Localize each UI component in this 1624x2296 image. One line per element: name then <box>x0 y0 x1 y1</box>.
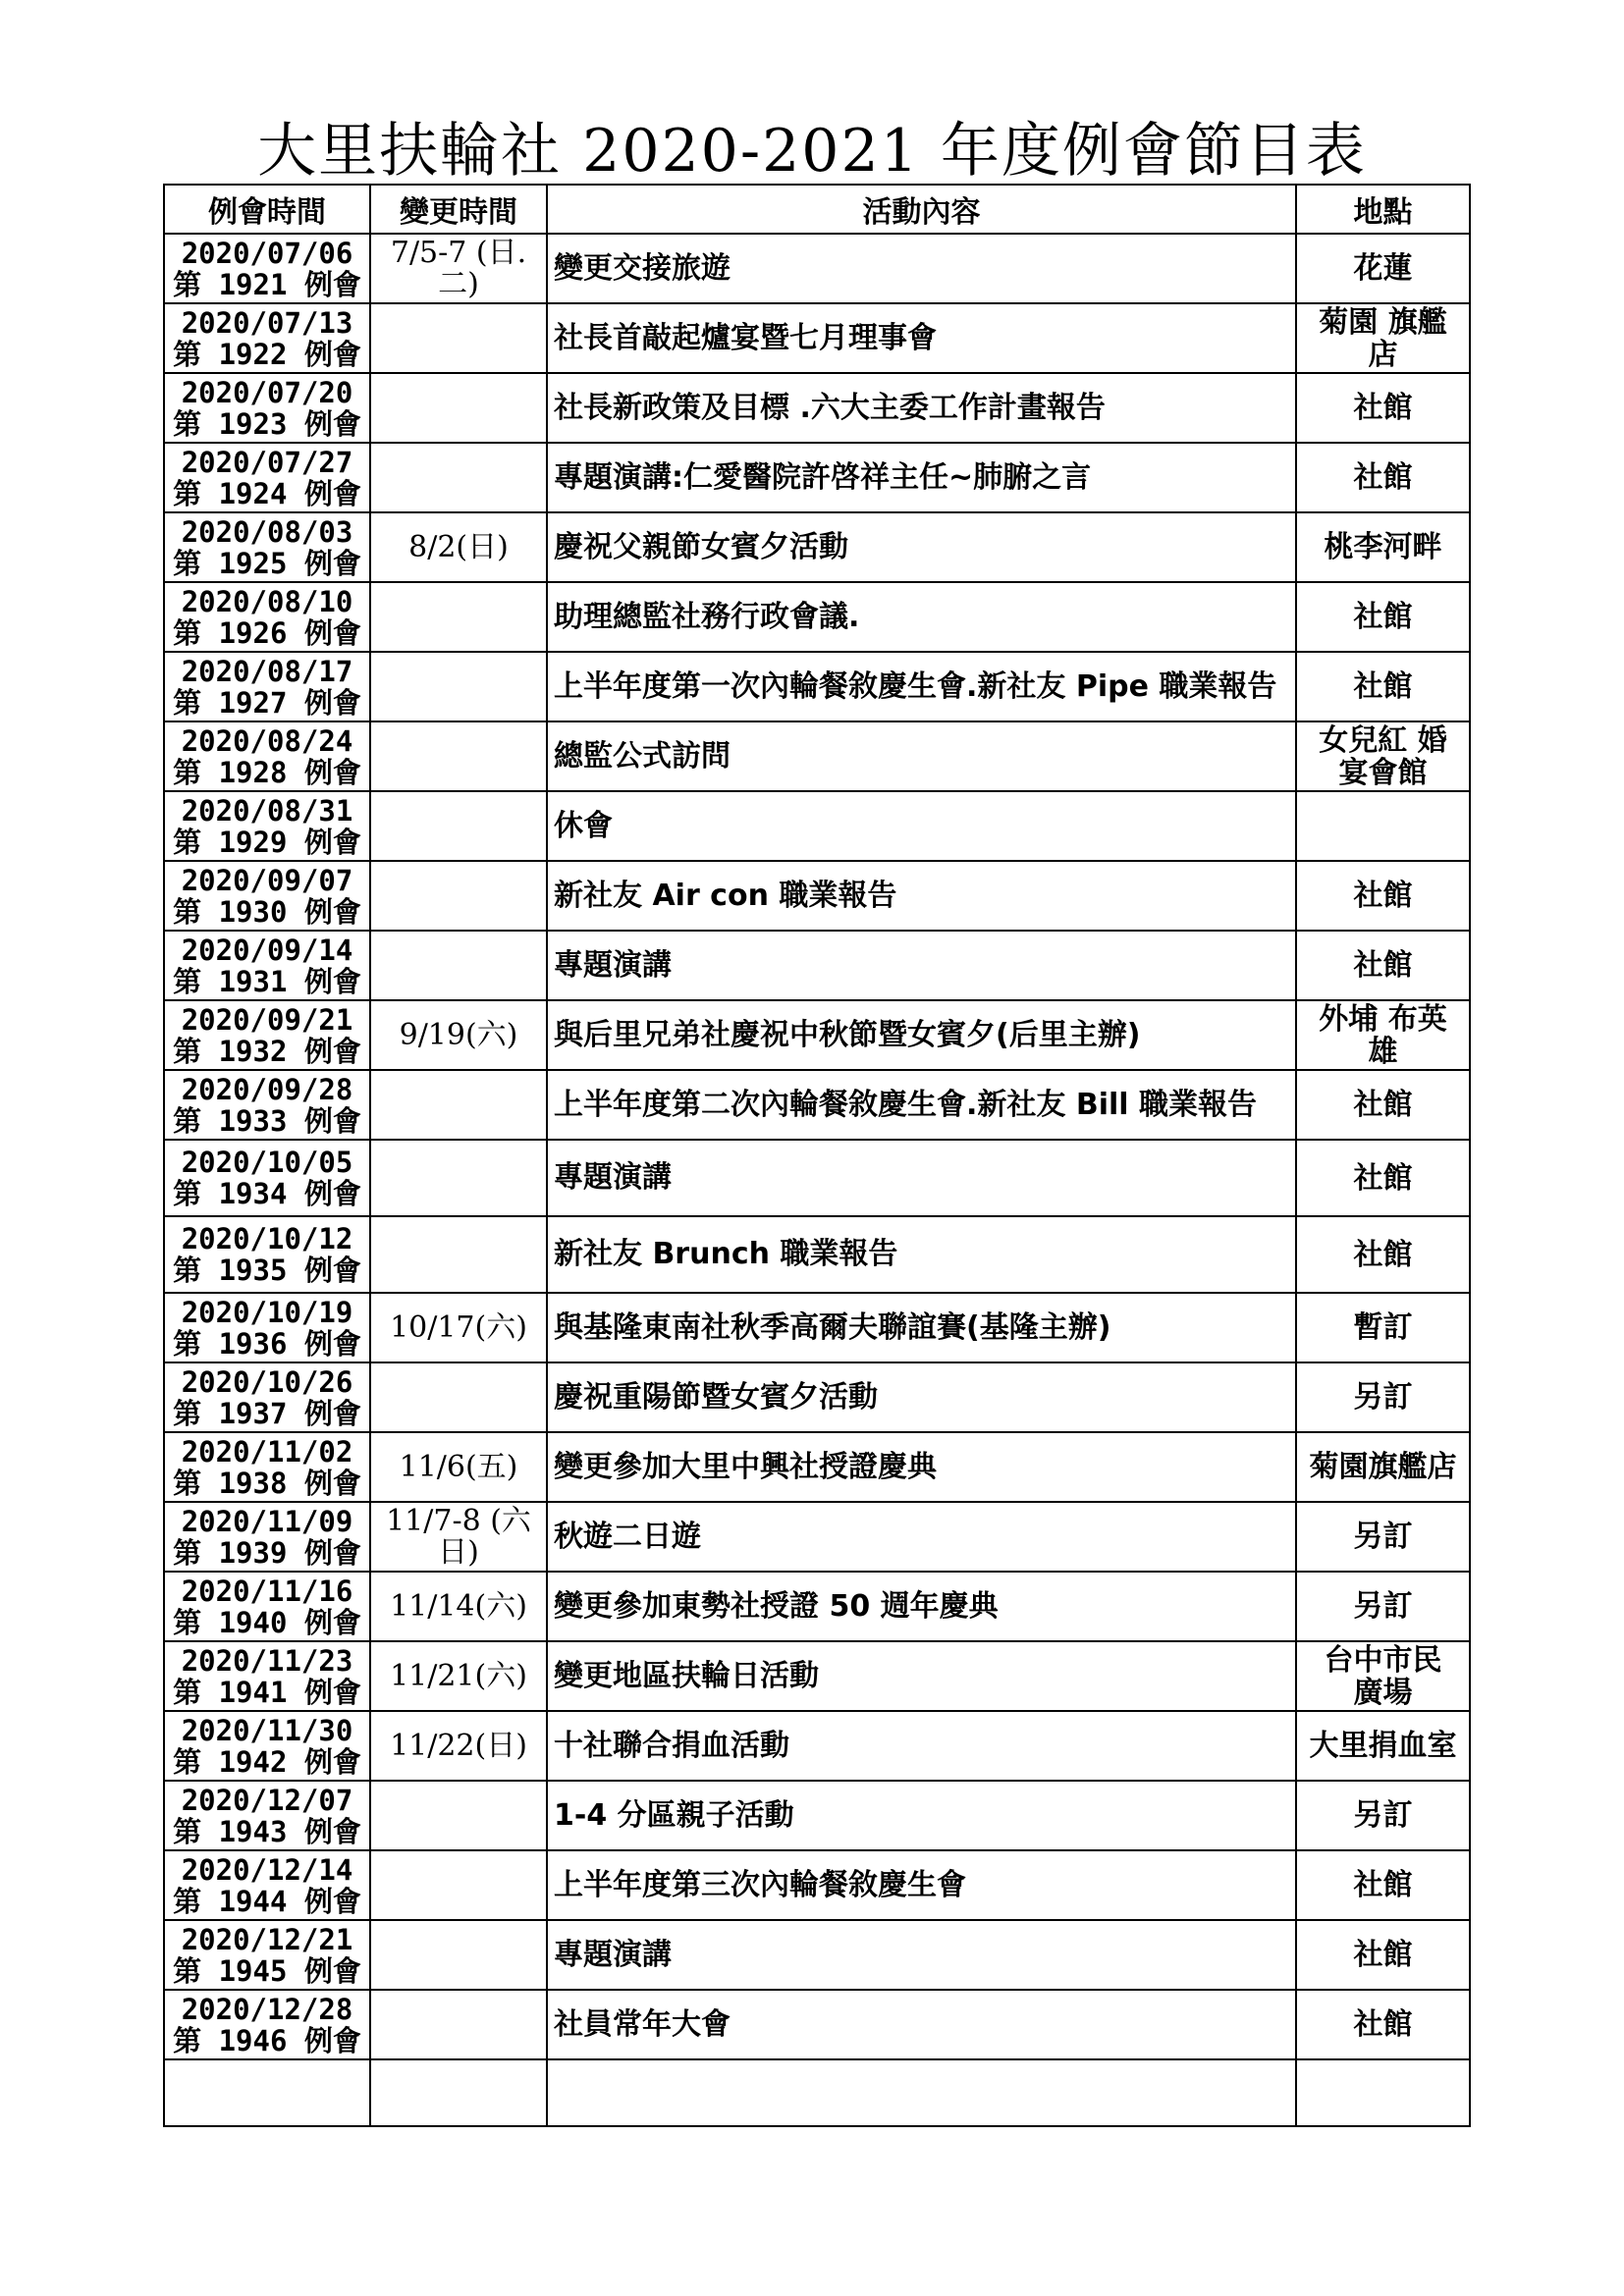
meeting-time-cell <box>164 373 370 443</box>
meeting-time-cell <box>164 1362 370 1432</box>
location-text: 菊園 旗艦店 <box>1319 304 1447 372</box>
meeting-number: 第 1927 例會 <box>173 685 361 720</box>
activity-cell <box>547 721 1296 791</box>
location-cell <box>1296 1711 1470 1781</box>
activity-text: 慶祝父親節女賓夕活動 <box>554 529 848 564</box>
table-row <box>164 1070 1470 1140</box>
changed-time-cell <box>370 791 547 861</box>
meeting-time-cell <box>164 1711 370 1781</box>
location-cell <box>1296 512 1470 582</box>
meeting-number: 第 1931 例會 <box>173 964 361 998</box>
activity-cell <box>547 512 1296 582</box>
meeting-number: 第 1935 例會 <box>173 1254 361 1287</box>
location-text: 社館 <box>1353 669 1413 704</box>
meeting-date: 2020/07/06 <box>181 236 353 270</box>
meeting-date: 2020/10/12 <box>181 1222 353 1255</box>
location-cell <box>1296 1000 1470 1070</box>
location-text: 另訂 <box>1353 1520 1413 1554</box>
table-row <box>164 512 1470 582</box>
blank-cell <box>164 2059 370 2126</box>
activity-text: 上半年度第三次內輪餐敘慶生會 <box>554 1867 966 1902</box>
meeting-date: 2020/08/10 <box>181 584 353 618</box>
activity-cell <box>547 1990 1296 2059</box>
table-row <box>164 1920 1470 1990</box>
meeting-number: 第 1930 例會 <box>173 894 361 929</box>
meeting-date: 2020/09/28 <box>181 1072 353 1106</box>
changed-time-cell <box>370 1572 547 1641</box>
meeting-number: 第 1942 例會 <box>173 1744 361 1779</box>
meeting-time-cell <box>164 1216 370 1293</box>
meeting-number: 第 1922 例會 <box>173 337 361 371</box>
table-row <box>164 1362 1470 1432</box>
activity-text: 秋遊二日遊 <box>554 1519 701 1554</box>
table-row <box>164 1850 1470 1920</box>
meeting-number: 第 1923 例會 <box>173 406 361 441</box>
meeting-date: 2020/11/09 <box>181 1504 353 1538</box>
activity-cell <box>547 443 1296 512</box>
meeting-time-cell <box>164 1070 370 1140</box>
activity-text: 十社聯合捐血活動 <box>554 1728 789 1763</box>
location-text: 另訂 <box>1353 1798 1413 1833</box>
changed-time-cell <box>370 652 547 721</box>
activity-text: 休會 <box>554 808 613 843</box>
table-row <box>164 652 1470 721</box>
meeting-date: 2020/12/14 <box>181 1852 353 1887</box>
meeting-time-cell <box>164 721 370 791</box>
location-cell <box>1296 1781 1470 1850</box>
table-row <box>164 1641 1470 1711</box>
page-title: 大里扶輪社 2020-2021 年度例會節目表 <box>257 117 1367 186</box>
meeting-number: 第 1945 例會 <box>173 1953 361 1988</box>
activity-text: 助理總監社務行政會議. <box>554 599 860 634</box>
activity-cell <box>547 791 1296 861</box>
meeting-time-cell <box>164 1850 370 1920</box>
header-location: 地點 <box>1296 185 1470 234</box>
meeting-date: 2020/10/19 <box>181 1295 353 1329</box>
activity-text: 變更地區扶輪日活動 <box>554 1658 819 1693</box>
meeting-number: 第 1938 例會 <box>173 1466 361 1500</box>
meeting-date: 2020/09/21 <box>181 1002 353 1037</box>
location-cell <box>1296 721 1470 791</box>
location-cell <box>1296 582 1470 652</box>
activity-cell <box>547 1293 1296 1362</box>
changed-time-cell <box>370 721 547 791</box>
changed-time-cell <box>370 512 547 582</box>
activity-text: 社員常年大會 <box>554 2006 731 2042</box>
changed-time-cell <box>370 582 547 652</box>
activity-cell <box>547 652 1296 721</box>
changed-time: 7/5-7 (日.二) <box>390 235 527 301</box>
activity-cell <box>547 1362 1296 1432</box>
blank-row <box>164 2059 1470 2126</box>
table-row <box>164 303 1470 373</box>
meeting-number: 第 1937 例會 <box>173 1396 361 1430</box>
table-row <box>164 1293 1470 1362</box>
table-row <box>164 1711 1470 1781</box>
location-text: 另訂 <box>1353 1380 1413 1415</box>
changed-time-cell <box>370 1850 547 1920</box>
meeting-date: 2020/09/14 <box>181 933 353 967</box>
meeting-time-cell <box>164 582 370 652</box>
location-cell <box>1296 1140 1470 1216</box>
location-cell <box>1296 234 1470 303</box>
changed-time-cell <box>370 1293 547 1362</box>
changed-time: 9/19(六) <box>399 1017 518 1052</box>
meeting-number: 第 1944 例會 <box>173 1884 361 1918</box>
changed-time: 11/6(五) <box>399 1449 518 1484</box>
meeting-number: 第 1943 例會 <box>173 1814 361 1848</box>
location-text: 社館 <box>1353 1237 1413 1272</box>
meeting-date: 2020/07/13 <box>181 305 353 340</box>
changed-time-cell <box>370 1216 547 1293</box>
activity-text: 新社友 Brunch 職業報告 <box>554 1237 898 1271</box>
activity-cell <box>547 1920 1296 1990</box>
location-text: 菊園旗艦店 <box>1309 1450 1457 1484</box>
activity-text: 專題演講 <box>554 1937 672 1972</box>
meeting-time-cell <box>164 1293 370 1362</box>
activity-cell <box>547 1140 1296 1216</box>
changed-time-cell <box>370 931 547 1000</box>
meeting-number: 第 1936 例會 <box>173 1326 361 1361</box>
activity-cell <box>547 1216 1296 1293</box>
meeting-time-cell <box>164 1572 370 1641</box>
location-cell <box>1296 1502 1470 1572</box>
changed-time: 11/14(六) <box>390 1588 527 1624</box>
activity-text: 社長新政策及目標 .六大主委工作計畫報告 <box>554 390 1106 425</box>
location-cell <box>1296 791 1470 861</box>
location-cell <box>1296 443 1470 512</box>
location-cell <box>1296 1070 1470 1140</box>
changed-time-cell <box>370 1711 547 1781</box>
meeting-time-cell <box>164 1432 370 1502</box>
meeting-time-cell <box>164 1781 370 1850</box>
location-cell <box>1296 303 1470 373</box>
location-text: 桃李河畔 <box>1324 530 1442 564</box>
activity-text: 總監公式訪問 <box>554 738 731 774</box>
table-row <box>164 582 1470 652</box>
location-text: 社館 <box>1353 1088 1413 1122</box>
location-cell <box>1296 1293 1470 1362</box>
table-row <box>164 1140 1470 1216</box>
location-cell <box>1296 373 1470 443</box>
table-row <box>164 1216 1470 1293</box>
table-row <box>164 1572 1470 1641</box>
blank-cell <box>1296 2059 1470 2126</box>
meeting-time-cell <box>164 1990 370 2059</box>
header-meeting-time: 例會時間 <box>164 185 370 234</box>
meeting-date: 2020/07/20 <box>181 375 353 409</box>
meeting-date: 2020/12/21 <box>181 1922 353 1956</box>
location-cell <box>1296 931 1470 1000</box>
activity-text: 1-4 分區親子活動 <box>554 1797 794 1833</box>
table-row <box>164 1990 1470 2059</box>
activity-text: 專題演講 <box>554 947 672 983</box>
location-text: 社館 <box>1353 948 1413 983</box>
table-row <box>164 791 1470 861</box>
meeting-time-cell <box>164 791 370 861</box>
activity-text: 變更交接旅遊 <box>554 250 731 286</box>
meeting-number: 第 1925 例會 <box>173 546 361 580</box>
meeting-time-cell <box>164 1000 370 1070</box>
meeting-number: 第 1924 例會 <box>173 476 361 510</box>
location-cell <box>1296 1572 1470 1641</box>
activity-text: 專題演講 <box>554 1160 672 1195</box>
location-cell <box>1296 1850 1470 1920</box>
blank-cell <box>370 2059 547 2126</box>
meeting-time-cell <box>164 861 370 931</box>
changed-time-cell <box>370 1502 547 1572</box>
meeting-number: 第 1941 例會 <box>173 1675 361 1709</box>
changed-time-cell <box>370 1432 547 1502</box>
meeting-date: 2020/07/27 <box>181 445 353 479</box>
table-row <box>164 234 1470 303</box>
activity-cell <box>547 1000 1296 1070</box>
location-text: 社館 <box>1353 1868 1413 1902</box>
activity-text: 慶祝重陽節暨女賓夕活動 <box>554 1379 878 1415</box>
changed-time-cell <box>370 1140 547 1216</box>
location-cell <box>1296 1990 1470 2059</box>
changed-time-cell <box>370 1920 547 1990</box>
meeting-date: 2020/08/24 <box>181 723 353 758</box>
schedule-table <box>163 184 1471 2127</box>
meeting-date: 2020/08/03 <box>181 514 353 549</box>
activity-cell <box>547 1641 1296 1711</box>
location-cell <box>1296 652 1470 721</box>
header-changed-time: 變更時間 <box>370 185 547 234</box>
location-text: 社館 <box>1353 391 1413 425</box>
changed-time-cell <box>370 443 547 512</box>
meeting-date: 2020/11/16 <box>181 1574 353 1608</box>
table-row <box>164 861 1470 931</box>
meeting-date: 2020/12/07 <box>181 1783 353 1817</box>
location-cell <box>1296 1641 1470 1711</box>
meeting-number: 第 1940 例會 <box>173 1605 361 1639</box>
meeting-time-cell <box>164 1920 370 1990</box>
changed-time-cell <box>370 1990 547 2059</box>
activity-text: 與后里兄弟社慶祝中秋節暨女賓夕(后里主辦) <box>554 1017 1141 1052</box>
activity-text: 社長首敲起爐宴暨七月理事會 <box>554 320 937 355</box>
location-text: 社館 <box>1353 1938 1413 1972</box>
header-row <box>164 185 1470 234</box>
meeting-date: 2020/10/05 <box>181 1146 353 1179</box>
changed-time-cell <box>370 303 547 373</box>
activity-cell <box>547 1502 1296 1572</box>
location-cell <box>1296 1432 1470 1502</box>
location-text: 女兒紅 婚宴會館 <box>1319 722 1447 790</box>
location-text: 社館 <box>1353 1160 1413 1196</box>
activity-cell <box>547 234 1296 303</box>
changed-time-cell <box>370 1362 547 1432</box>
meeting-time-cell <box>164 234 370 303</box>
activity-text: 與基隆東南社秋季高爾夫聯誼賽(基隆主辦) <box>554 1309 1111 1345</box>
meeting-time-cell <box>164 931 370 1000</box>
meeting-date: 2020/11/30 <box>181 1713 353 1747</box>
meeting-time-cell <box>164 652 370 721</box>
activity-cell <box>547 1850 1296 1920</box>
activity-text: 新社友 Air con 職業報告 <box>554 878 897 913</box>
activity-cell <box>547 582 1296 652</box>
location-text: 社館 <box>1353 2007 1413 2042</box>
table-row <box>164 373 1470 443</box>
activity-text: 專題演講:仁愛醫院許啓祥主任~肺腑之言 <box>554 459 1092 495</box>
meeting-date: 2020/09/07 <box>181 863 353 897</box>
changed-time: 11/21(六) <box>390 1658 527 1693</box>
table-row <box>164 1000 1470 1070</box>
activity-cell <box>547 1070 1296 1140</box>
activity-cell <box>547 1432 1296 1502</box>
changed-time-cell <box>370 861 547 931</box>
location-cell <box>1296 1362 1470 1432</box>
meeting-number: 第 1921 例會 <box>173 267 361 301</box>
meeting-date: 2020/10/26 <box>181 1364 353 1399</box>
table-row <box>164 931 1470 1000</box>
meeting-number: 第 1934 例會 <box>173 1177 361 1210</box>
meeting-date: 2020/11/23 <box>181 1643 353 1678</box>
meeting-date: 2020/08/17 <box>181 654 353 688</box>
meeting-time-cell <box>164 1502 370 1572</box>
location-text: 外埔 布英雄 <box>1319 1001 1447 1069</box>
meeting-time-cell <box>164 1140 370 1216</box>
location-text: 花蓮 <box>1353 251 1413 286</box>
location-text: 台中市民 廣場 <box>1324 1642 1442 1710</box>
changed-time: 8/2(日) <box>408 529 509 564</box>
activity-text: 變更參加大里中興社授證慶典 <box>554 1449 937 1484</box>
activity-text: 上半年度第一次內輪餐敘慶生會.新社友 Pipe 職業報告 <box>554 668 1277 704</box>
location-text: 另訂 <box>1353 1589 1413 1624</box>
activity-text: 變更參加東勢社授證 50 週年慶典 <box>554 1588 999 1624</box>
changed-time-cell <box>370 234 547 303</box>
table-row <box>164 1781 1470 1850</box>
activity-text: 上半年度第二次內輪餐敘慶生會.新社友 Bill 職業報告 <box>554 1087 1258 1122</box>
activity-cell <box>547 861 1296 931</box>
location-cell <box>1296 861 1470 931</box>
activity-cell <box>547 1781 1296 1850</box>
changed-time: 11/7-8 (六日) <box>386 1503 531 1570</box>
changed-time-cell <box>370 373 547 443</box>
meeting-number: 第 1939 例會 <box>173 1535 361 1570</box>
table-row <box>164 443 1470 512</box>
meeting-number: 第 1929 例會 <box>173 825 361 859</box>
changed-time-cell <box>370 1781 547 1850</box>
location-cell <box>1296 1216 1470 1293</box>
table-row <box>164 721 1470 791</box>
header-activity: 活動內容 <box>547 185 1296 234</box>
meeting-date: 2020/11/02 <box>181 1434 353 1468</box>
activity-cell <box>547 303 1296 373</box>
blank-cell <box>547 2059 1296 2126</box>
location-text: 暫訂 <box>1353 1310 1413 1345</box>
meeting-time-cell <box>164 443 370 512</box>
meeting-time-cell <box>164 1641 370 1711</box>
activity-cell <box>547 1572 1296 1641</box>
changed-time: 10/17(六) <box>390 1309 527 1345</box>
activity-cell <box>547 373 1296 443</box>
meeting-date: 2020/08/31 <box>181 793 353 828</box>
meeting-number: 第 1932 例會 <box>173 1034 361 1068</box>
meeting-number: 第 1933 例會 <box>173 1103 361 1138</box>
meeting-number: 第 1926 例會 <box>173 615 361 650</box>
activity-cell <box>547 1711 1296 1781</box>
location-text: 社館 <box>1353 600 1413 634</box>
changed-time: 11/22(日) <box>390 1728 527 1763</box>
location-text: 大里捐血室 <box>1309 1729 1457 1763</box>
meeting-time-cell <box>164 512 370 582</box>
location-text: 社館 <box>1353 460 1413 495</box>
meeting-date: 2020/12/28 <box>181 1992 353 2026</box>
meeting-time-cell <box>164 303 370 373</box>
location-cell <box>1296 1920 1470 1990</box>
meeting-number: 第 1946 例會 <box>173 2023 361 2057</box>
schedule-body <box>164 234 1470 2126</box>
table-row <box>164 1432 1470 1502</box>
meeting-number: 第 1928 例會 <box>173 755 361 789</box>
table-row <box>164 1502 1470 1572</box>
changed-time-cell <box>370 1641 547 1711</box>
location-text: 社館 <box>1353 879 1413 913</box>
activity-cell <box>547 931 1296 1000</box>
changed-time-cell <box>370 1070 547 1140</box>
changed-time-cell <box>370 1000 547 1070</box>
